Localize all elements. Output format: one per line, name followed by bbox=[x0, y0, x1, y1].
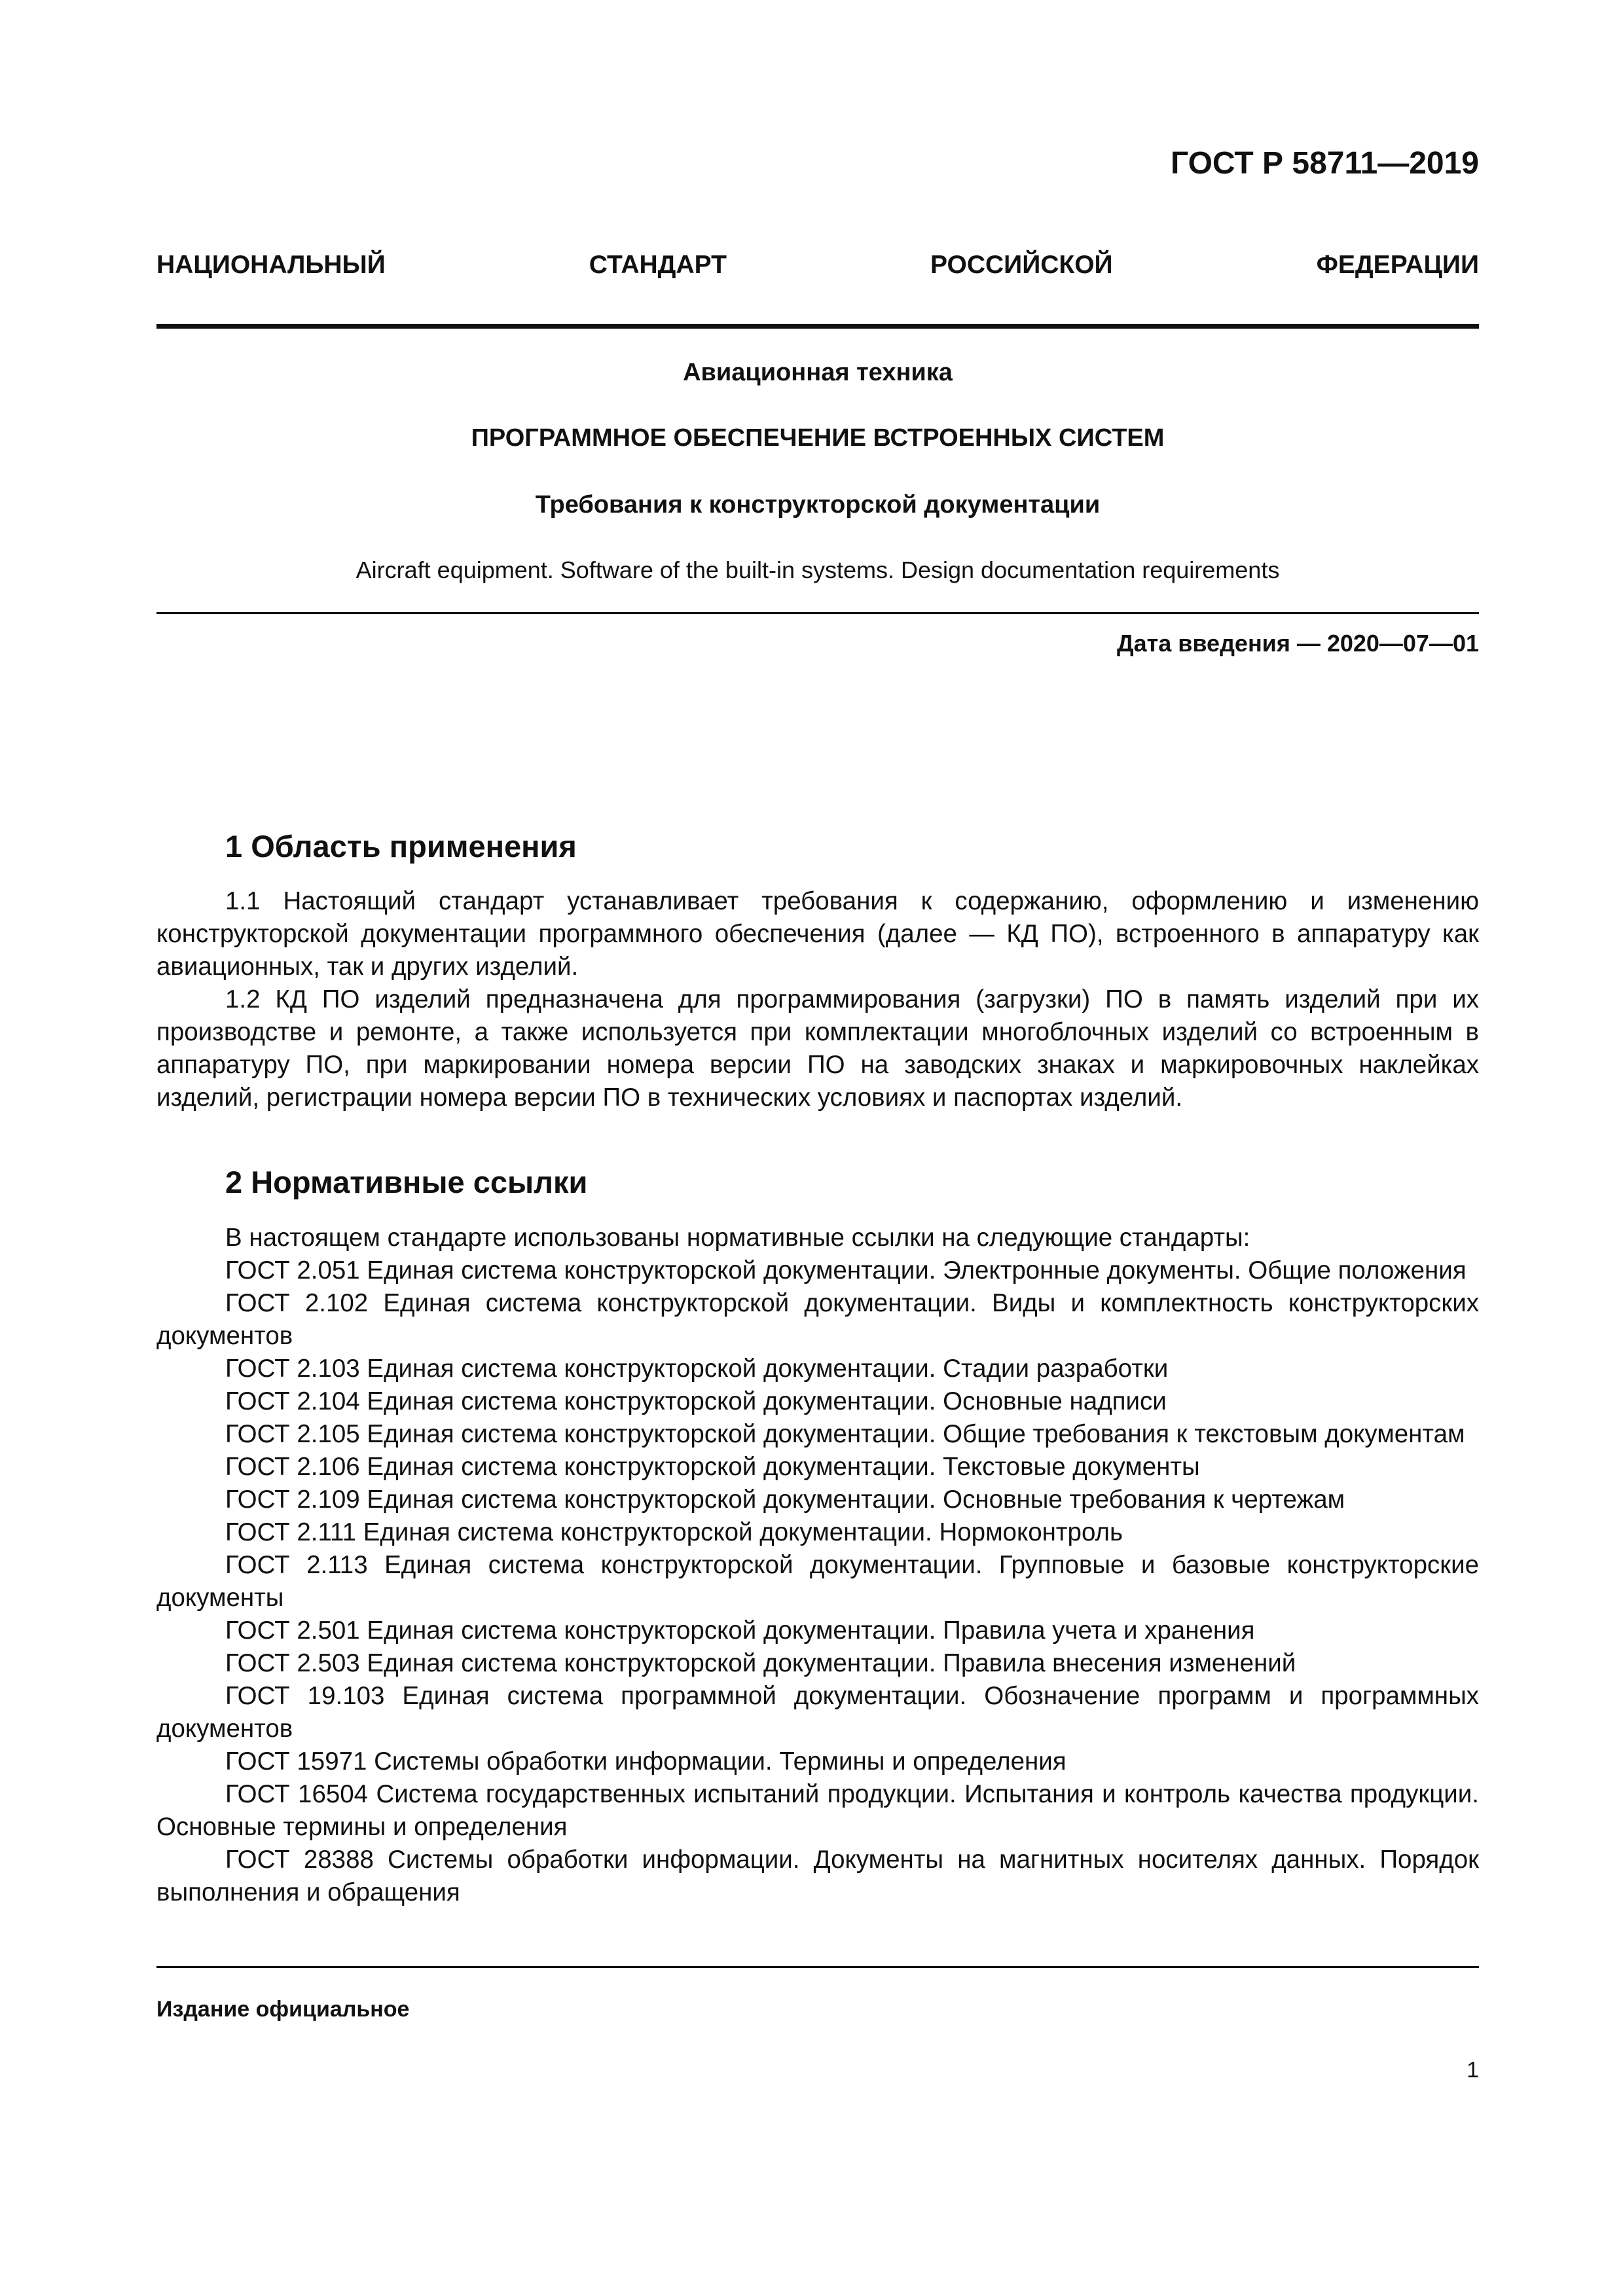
introduction-date: Дата введения — 2020—07—01 bbox=[1116, 630, 1479, 657]
subject-area: Авиационная техника bbox=[683, 359, 953, 386]
reference-item: ГОСТ 2.103 Единая система конструкторской документации. Стадии разработки bbox=[225, 1355, 1169, 1383]
reference-item: ГОСТ 2.113 Единая система конструкторской документации. Групповые и базовые конструкторские документы bbox=[156, 1551, 1479, 1612]
banner-word: ФЕДЕРАЦИИ bbox=[1316, 251, 1479, 279]
reference-item: ГОСТ 2.051 Единая система конструкторской документации. Электронные документы. Общие положения bbox=[225, 1256, 1467, 1285]
document-title: ПРОГРАММНОЕ ОБЕСПЕЧЕНИЕ ВСТРОЕННЫХ СИСТЕМ bbox=[471, 424, 1165, 452]
edition-label: Издание официальное bbox=[156, 1997, 410, 2022]
section-2-heading: 2 Нормативные ссылки bbox=[225, 1165, 588, 1199]
reference-item: ГОСТ 28388 Системы обработки информации. Документы на магнитных носителях данных. Порядок выполнения и обращения bbox=[156, 1846, 1479, 1906]
reference-item: ГОСТ 2.109 Единая система конструкторской документации. Основные требования к чертежам bbox=[225, 1485, 1345, 1514]
document-subtitle: Требования к конструкторской документации bbox=[535, 491, 1101, 519]
reference-item: ГОСТ 16504 Система государственных испытаний продукции. Испытания и контроль качества продукции. Основные термины и определения bbox=[156, 1780, 1479, 1841]
reference-item: ГОСТ 15971 Системы обработки информации. Термины и определения bbox=[225, 1747, 1067, 1776]
document-number: ГОСТ Р 58711—2019 bbox=[1171, 146, 1479, 181]
section-1-heading: 1 Область применения bbox=[225, 829, 577, 864]
reference-item: ГОСТ 2.106 Единая система конструкторской документации. Текстовые документы bbox=[225, 1453, 1200, 1481]
section-2-body bbox=[156, 1222, 1479, 1909]
section-1-body bbox=[156, 885, 1479, 1114]
footer-divider bbox=[156, 1966, 1479, 1968]
banner-word: СТАНДАРТ bbox=[589, 251, 727, 279]
paragraph-1-1: 1.1 Настоящий стандарт устанавливает требования к содержанию, оформлению и изменению конструкторской документации программного обеспечения (далее — КД ПО), встроенного в аппаратуру как авиационных, так и других изделий. bbox=[156, 887, 1479, 981]
banner-word: НАЦИОНАЛЬНЫЙ bbox=[156, 251, 386, 279]
national-standard-banner bbox=[156, 251, 1479, 280]
reference-item: ГОСТ 2.503 Единая система конструкторской документации. Правила внесения изменений bbox=[225, 1649, 1296, 1677]
reference-item: ГОСТ 2.105 Единая система конструкторской документации. Общие требования к текстовым документам bbox=[225, 1420, 1465, 1448]
english-title: Aircraft equipment. Software of the built-in systems. Design documentation requirements bbox=[356, 556, 1280, 583]
reference-item: ГОСТ 2.102 Единая система конструкторской документации. Виды и комплектность конструкторских документов bbox=[156, 1289, 1479, 1350]
banner-word: РОССИЙСКОЙ bbox=[930, 251, 1113, 279]
paragraph-1-2: 1.2 КД ПО изделий предназначена для программирования (загрузки) ПО в память изделий при их производстве и ремонте, а также используется при комплектации многоблочных изделий со встроенным в аппаратуру ПО, при маркировании номера версии ПО на заводских знаках и маркировочных наклейках изделий, регистрации номера версии ПО в технических условиях и паспортах изделий. bbox=[156, 985, 1479, 1112]
reference-item: ГОСТ 2.104 Единая система конструкторской документации. Основные надписи bbox=[225, 1387, 1167, 1415]
reference-item: ГОСТ 2.111 Единая система конструкторской документации. Нормоконтроль bbox=[225, 1518, 1123, 1546]
reference-item: ГОСТ 19.103 Единая система программной документации. Обозначение программ и программных документов bbox=[156, 1682, 1479, 1743]
page-number: 1 bbox=[1467, 2058, 1479, 2083]
references-intro: В настоящем стандарте использованы нормативные ссылки на следующие стандарты: bbox=[225, 1224, 1250, 1252]
header-divider bbox=[156, 324, 1479, 329]
title-divider bbox=[156, 612, 1479, 614]
reference-item: ГОСТ 2.501 Единая система конструкторской документации. Правила учета и хранения bbox=[225, 1616, 1255, 1645]
